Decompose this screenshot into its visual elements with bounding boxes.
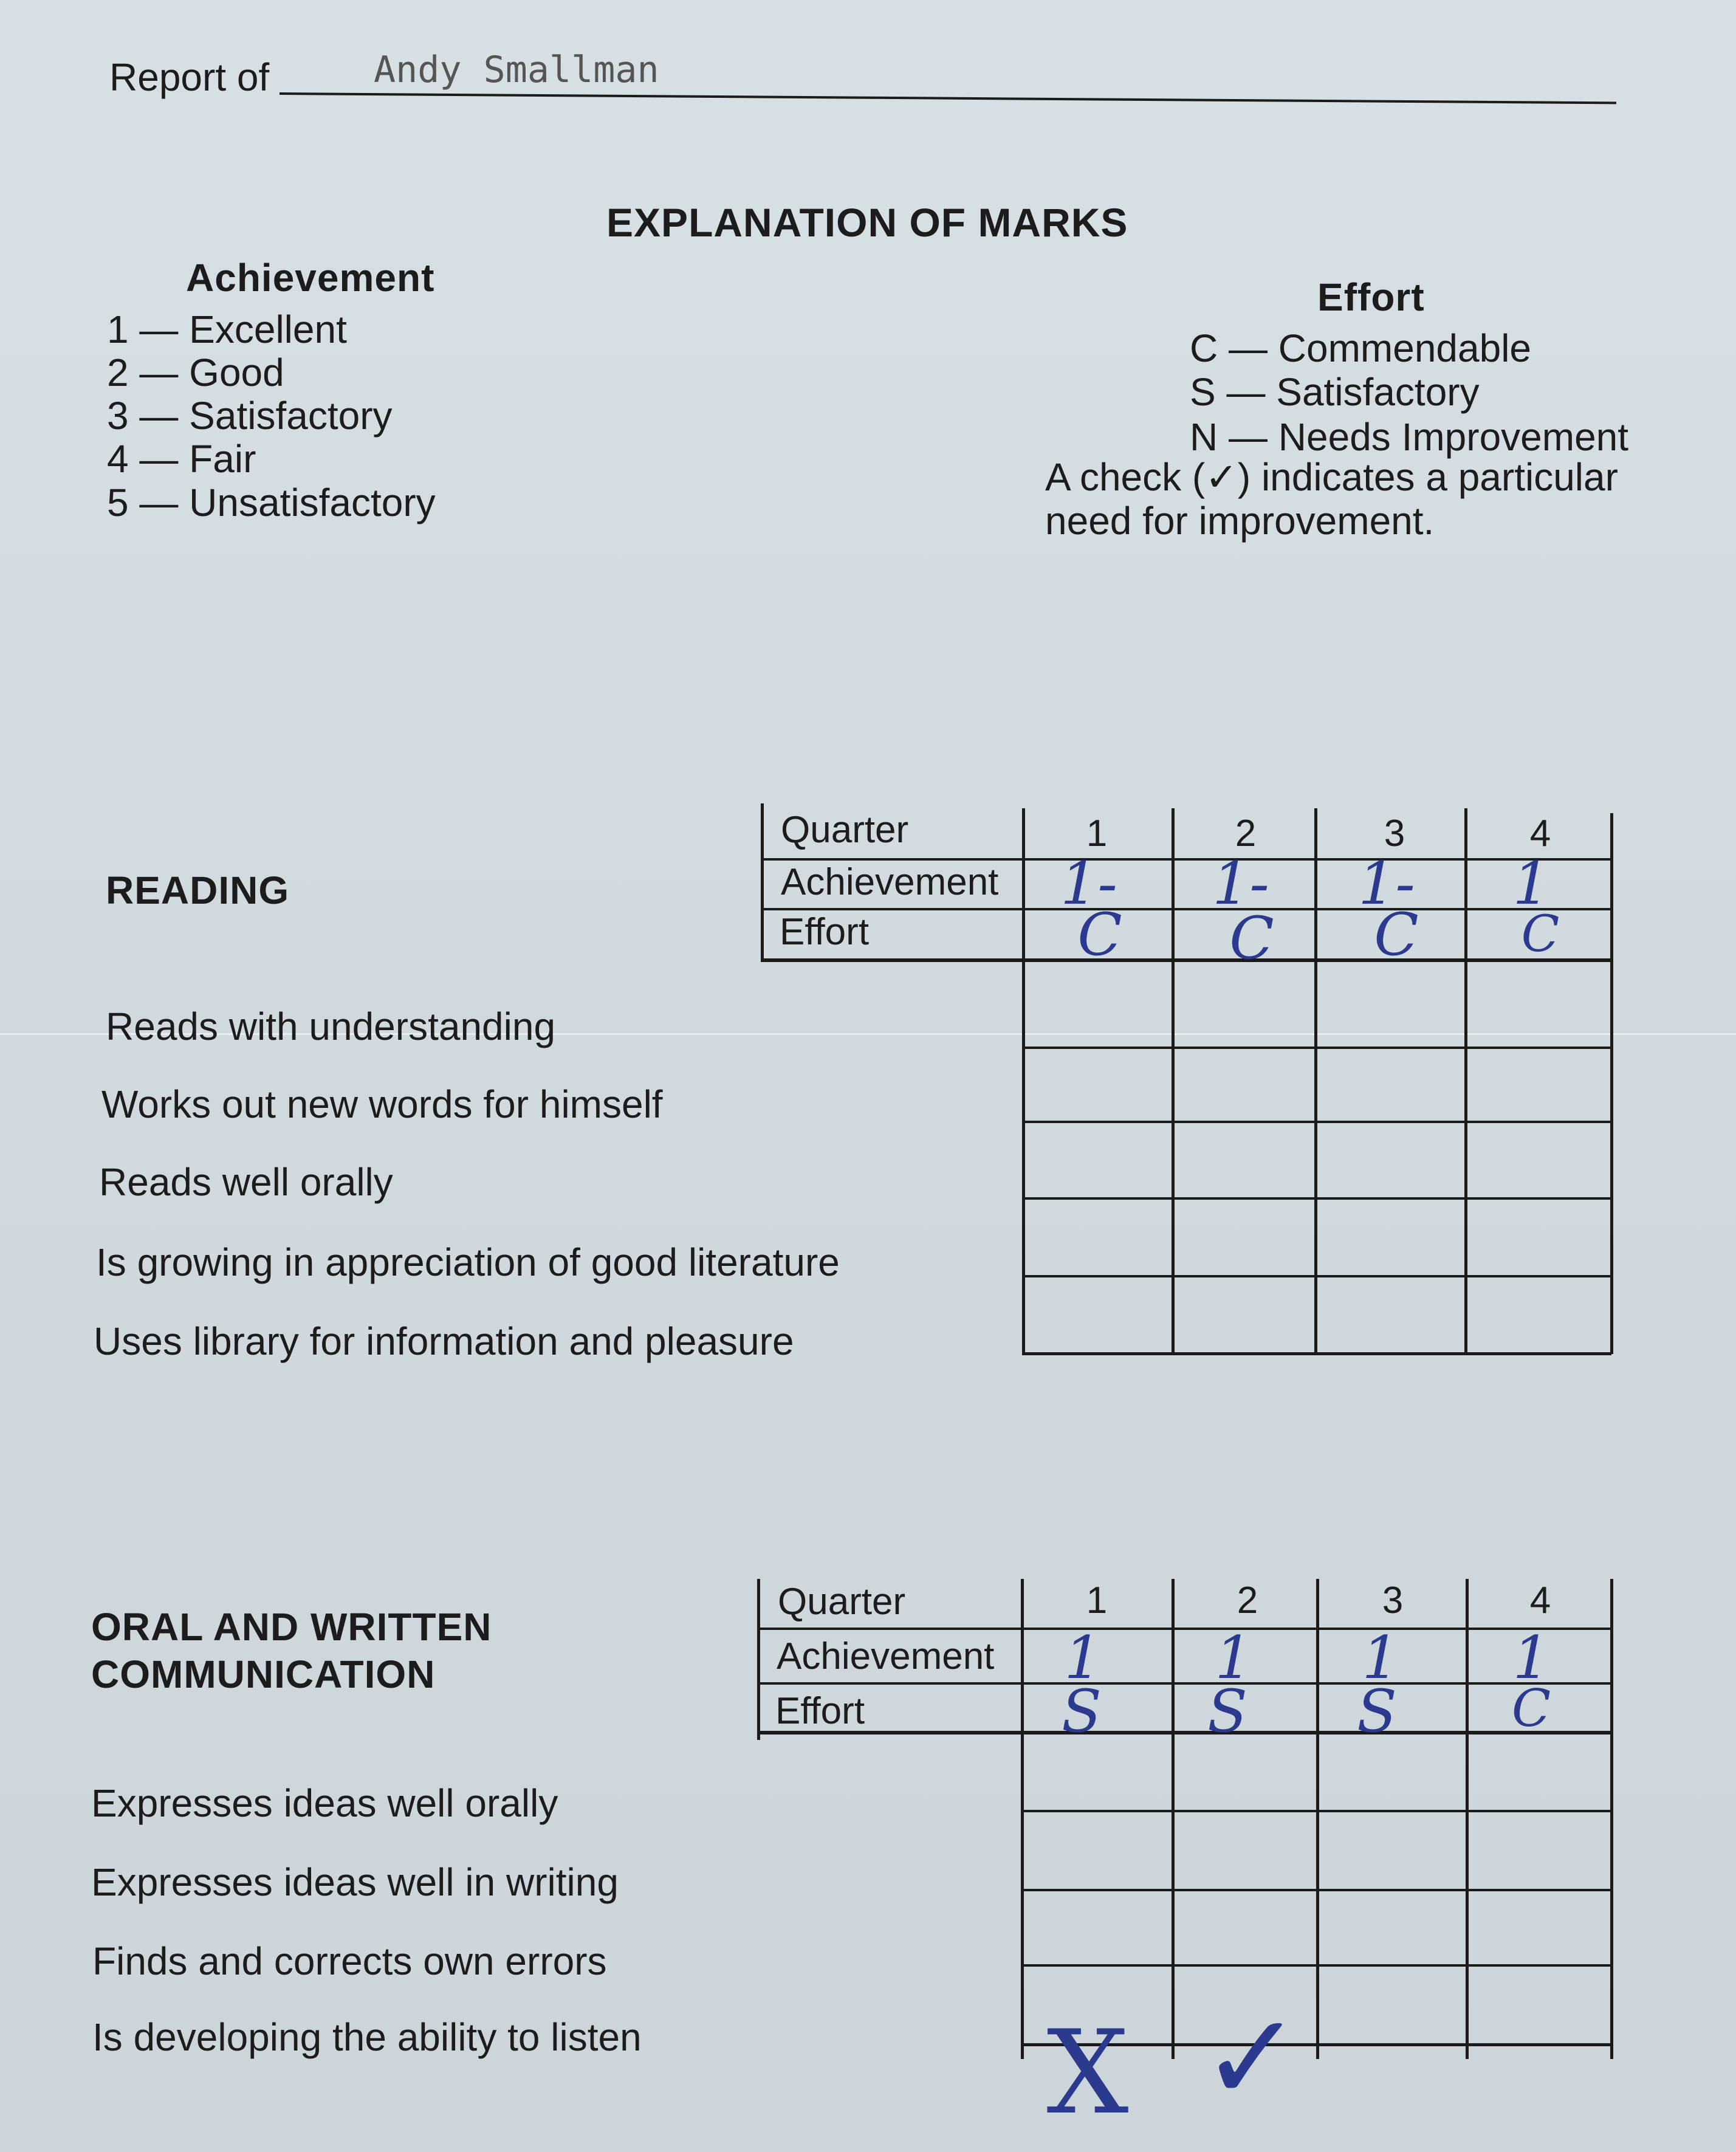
communication-effort-q2: S — [1207, 1677, 1247, 1745]
communication-effort-label: Effort — [775, 1690, 865, 1732]
communication-achievement-q2: 1 — [1215, 1624, 1252, 1692]
achievement-item-2: 2 — Good — [107, 351, 284, 394]
communication-effort-q4: C — [1511, 1679, 1551, 1738]
communication-quarter-3: 3 — [1382, 1580, 1404, 1621]
reading-effort-label: Effort — [780, 911, 870, 953]
communication-skill-3: Finds and corrects own errors — [92, 1939, 607, 1983]
reading-skill-2: Works out new words for himself — [101, 1082, 663, 1126]
communication-skill-1: Expresses ideas well orally — [91, 1781, 558, 1825]
effort-item-s: S — Satisfactory — [1190, 370, 1480, 414]
reading-skill-1: Reads with understanding — [106, 1005, 556, 1048]
communication-achievement-label: Achievement — [777, 1635, 995, 1677]
reading-skill-5: Uses library for information and pleasure — [94, 1319, 794, 1363]
check-note-line2: need for improvement. — [1045, 499, 1435, 543]
reading-achievement-q3: 1- — [1358, 850, 1415, 918]
achievement-item-1: 1 — Excellent — [107, 308, 347, 351]
reading-achievement-q1: 1- — [1060, 850, 1117, 918]
communication-skill-2: Expresses ideas well in writing — [91, 1860, 619, 1904]
check-note-line1: A check (✓) indicates a particular — [1045, 455, 1618, 499]
reading-quarter-2: 2 — [1235, 813, 1257, 854]
communication-title-line1: ORAL AND WRITTEN — [91, 1605, 492, 1649]
reading-quarter-label: Quarter — [781, 809, 909, 851]
communication-quarter-1: 1 — [1086, 1580, 1108, 1621]
achievement-heading: Achievement — [186, 256, 435, 300]
reading-skill-3: Reads well orally — [99, 1160, 393, 1204]
achievement-item-4: 4 — Fair — [107, 437, 256, 481]
reading-effort-q3: C — [1374, 901, 1419, 969]
communication-achievement-q3: 1 — [1362, 1624, 1399, 1692]
reading-effort-q2: C — [1229, 904, 1274, 972]
reading-achievement-q4: 1 — [1512, 850, 1550, 918]
reading-quarter-1: 1 — [1086, 813, 1108, 854]
listen-check-mark: ✓ — [1201, 1987, 1303, 2129]
communication-quarter-4: 4 — [1529, 1580, 1551, 1621]
explanation-title: EXPLANATION OF MARKS — [606, 200, 1128, 245]
communication-achievement-q1: 1 — [1064, 1624, 1102, 1692]
communication-quarter-2: 2 — [1237, 1580, 1258, 1621]
reading-effort-q4: C — [1521, 906, 1560, 963]
reading-achievement-label: Achievement — [781, 861, 999, 903]
achievement-item-5: 5 — Unsatisfactory — [107, 481, 436, 524]
communication-achievement-q4: 1 — [1512, 1624, 1550, 1692]
communication-title-line2: COMMUNICATION — [91, 1652, 436, 1696]
report-of-label: Report of — [109, 55, 270, 99]
communication-effort-q3: S — [1357, 1677, 1397, 1745]
reading-quarter-3: 3 — [1384, 813, 1405, 854]
effort-item-c: C — Commendable — [1190, 326, 1531, 370]
communication-quarter-label: Quarter — [778, 1581, 906, 1623]
reading-quarter-4: 4 — [1529, 813, 1551, 854]
student-name: Andy Smallman — [374, 49, 659, 91]
reading-achievement-q2: 1- — [1212, 850, 1269, 918]
effort-item-n: N — Needs Improvement — [1190, 415, 1629, 459]
reading-skill-4: Is growing in appreciation of good literature — [96, 1240, 840, 1284]
listen-x-mark: X — [1046, 2006, 1129, 2140]
communication-effort-q1: S — [1062, 1677, 1102, 1745]
reading-title: READING — [106, 868, 290, 912]
achievement-item-3: 3 — Satisfactory — [107, 394, 393, 438]
effort-heading: Effort — [1317, 275, 1425, 319]
communication-skill-4: Is developing the ability to listen — [92, 2015, 642, 2059]
reading-effort-q1: C — [1077, 901, 1122, 969]
